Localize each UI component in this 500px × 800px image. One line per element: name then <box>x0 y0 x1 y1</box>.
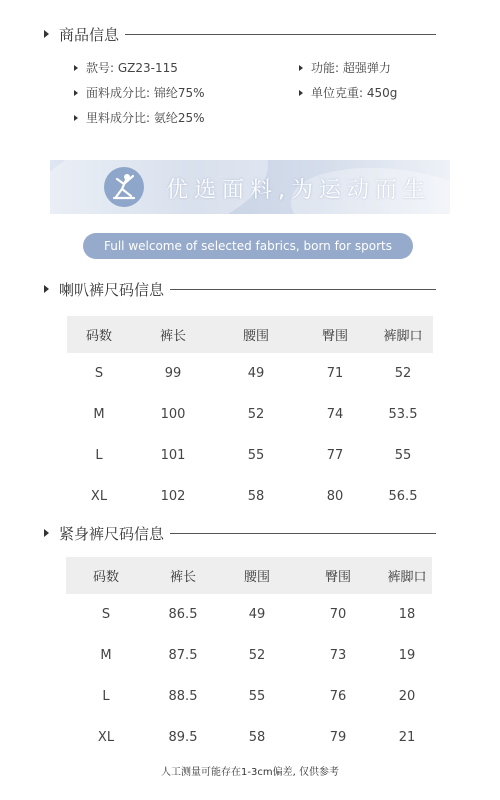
info-text: 里料成分比: 氨纶25% <box>86 111 205 125</box>
triangle-bullet-icon <box>299 65 303 71</box>
col-header: 臀围 <box>297 316 373 353</box>
table-cell: 55 <box>247 448 265 463</box>
section-title: 紧身裤尺码信息 <box>59 524 165 543</box>
table-cell: 52 <box>247 407 265 422</box>
table-cell: 20 <box>398 689 416 704</box>
col-header: 码数 <box>66 557 146 594</box>
info-text: 面料成分比: 锦纶75% <box>86 86 205 100</box>
table-cell: 79 <box>329 730 347 745</box>
table-cell: 76 <box>329 689 347 704</box>
table-cell: L <box>95 448 103 463</box>
table-row <box>66 676 432 717</box>
info-item-lining <box>74 109 205 126</box>
flare-size-header <box>44 279 436 299</box>
col-header: 裤长 <box>146 557 220 594</box>
table-cell: 53.5 <box>388 407 418 422</box>
table-cell: 56.5 <box>388 489 418 504</box>
triangle-bullet-icon <box>44 529 49 537</box>
table-cell: 89.5 <box>168 730 198 745</box>
triangle-bullet-icon <box>74 65 78 71</box>
triangle-bullet-icon <box>74 90 78 96</box>
table-cell: 52 <box>394 366 412 381</box>
col-header: 腰围 <box>220 557 294 594</box>
table-row <box>67 353 433 394</box>
flare-size-table <box>67 316 433 517</box>
table-cell: 19 <box>398 648 416 663</box>
info-text: 功能: 超强弹力 <box>311 61 391 75</box>
divider <box>125 34 436 35</box>
table-cell: 58 <box>248 730 266 745</box>
triangle-bullet-icon <box>74 115 78 121</box>
table-header-row <box>66 557 432 594</box>
table-cell: L <box>102 689 110 704</box>
info-item-fabric <box>74 84 205 101</box>
table-row <box>66 717 432 758</box>
table-row <box>67 435 433 476</box>
table-cell: 86.5 <box>168 607 198 622</box>
tagline-pill: Full welcome of selected fabrics, born for sports <box>83 233 413 259</box>
table-cell: 21 <box>398 730 416 745</box>
table-cell: 100 <box>160 407 186 422</box>
table-cell: 58 <box>247 489 265 504</box>
banner-slogan: 优选面料,为运动而生 <box>166 178 431 203</box>
table-cell: M <box>100 648 112 663</box>
table-cell: M <box>93 407 105 422</box>
table-row <box>66 594 432 635</box>
table-cell: S <box>101 607 111 622</box>
table-cell: 88.5 <box>168 689 198 704</box>
tight-size-table <box>66 557 432 758</box>
triangle-bullet-icon <box>44 285 49 293</box>
table-cell: 55 <box>248 689 266 704</box>
table-cell: 73 <box>329 648 347 663</box>
col-header: 码数 <box>67 316 131 353</box>
table-cell: 99 <box>164 366 182 381</box>
table-row <box>66 635 432 676</box>
divider <box>170 533 436 534</box>
info-item-function <box>299 59 391 76</box>
fabric-banner <box>50 160 450 214</box>
info-item-weight <box>299 84 397 101</box>
table-cell: 74 <box>326 407 344 422</box>
table-cell: 49 <box>248 607 266 622</box>
table-row <box>67 476 433 517</box>
measurement-note: 人工测量可能存在1-3cm偏差, 仅供参考 <box>161 767 339 778</box>
col-header: 裤脚口 <box>382 557 432 594</box>
table-cell: 18 <box>398 607 416 622</box>
col-header: 腰围 <box>215 316 297 353</box>
triangle-bullet-icon <box>44 30 49 38</box>
table-cell: 101 <box>160 448 186 463</box>
info-item-style-no <box>74 59 178 76</box>
product-info-header <box>44 24 436 44</box>
table-cell: 52 <box>248 648 266 663</box>
col-header: 裤脚口 <box>373 316 433 353</box>
table-cell: 87.5 <box>168 648 198 663</box>
info-text: 单位克重: 450g <box>311 86 398 100</box>
info-text: 款号: GZ23-115 <box>86 61 178 75</box>
table-cell: 55 <box>394 448 412 463</box>
table-cell: 102 <box>160 489 186 504</box>
section-title: 喇叭裤尺码信息 <box>59 280 165 299</box>
col-header: 裤长 <box>131 316 215 353</box>
triangle-bullet-icon <box>299 90 303 96</box>
col-header: 臀围 <box>294 557 382 594</box>
section-title: 商品信息 <box>59 25 120 44</box>
tight-size-header <box>44 523 436 543</box>
table-cell: XL <box>97 730 115 745</box>
divider <box>170 289 436 290</box>
table-cell: 71 <box>326 366 344 381</box>
table-cell: XL <box>90 489 108 504</box>
table-cell: 77 <box>326 448 344 463</box>
yoga-pose-icon <box>104 167 144 207</box>
table-row <box>67 394 433 435</box>
table-cell: 49 <box>247 366 265 381</box>
table-cell: 70 <box>329 607 347 622</box>
table-cell: 80 <box>326 489 344 504</box>
table-header-row <box>67 316 433 353</box>
table-cell: S <box>94 366 104 381</box>
